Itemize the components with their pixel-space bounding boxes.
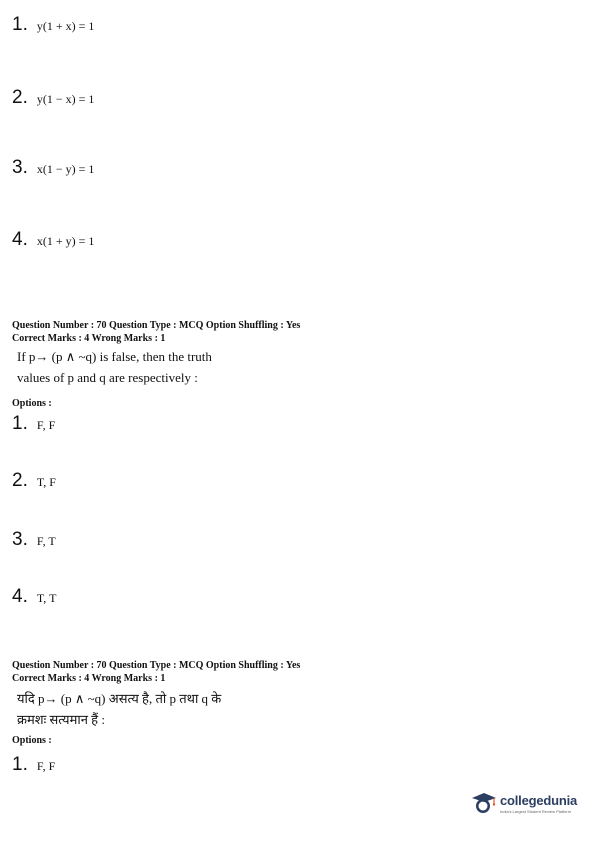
option-text: F, T (36, 534, 56, 548)
option-text: T, F (36, 475, 56, 489)
graduate-cap-icon (470, 792, 498, 814)
option-number: 1. (12, 413, 28, 434)
option-row (12, 754, 55, 776)
option-row (12, 87, 94, 109)
question-meta-line2: Correct Marks : 4 Wrong Marks : 1 (12, 333, 166, 344)
option-text: F, F (36, 418, 56, 432)
option-text: y(1 − x) = 1 (36, 92, 95, 106)
question-meta-line2: Correct Marks : 4 Wrong Marks : 1 (12, 673, 166, 684)
option-text: y(1 + x) = 1 (36, 19, 95, 33)
option-row (12, 229, 94, 251)
option-text: T, T (36, 591, 57, 605)
option-number: 4. (12, 586, 28, 607)
question-text-line1: If p→ (p ∧ ~q) is false, then the truth (17, 349, 212, 364)
option-number: 2. (12, 87, 28, 108)
options-label: Options : (12, 735, 52, 746)
option-text: x(1 − y) = 1 (36, 162, 95, 176)
question-text-line2: values of p and q are respectively : (17, 370, 198, 385)
options-label: Options : (12, 398, 52, 409)
question-meta-line1: Question Number : 70 Question Type : MCQ Option Shuffling : Yes (12, 320, 301, 331)
option-number: 2. (12, 470, 28, 491)
option-row (12, 157, 94, 179)
collegedunia-logo (470, 792, 577, 814)
option-number: 4. (12, 229, 28, 250)
option-number: 3. (12, 529, 28, 550)
question-meta-line1: Question Number : 70 Question Type : MCQ Option Shuffling : Yes (12, 660, 301, 671)
option-row (12, 529, 56, 551)
question-text (17, 688, 221, 730)
logo-tagline: India's Largest Student Review Platform (500, 808, 572, 814)
question-meta (12, 319, 300, 345)
option-row (12, 14, 94, 36)
logo-name: collegedunia (500, 792, 578, 808)
option-number: 3. (12, 157, 28, 178)
question-text-line1: यदि p→ (p ∧ ~q) असत्य है, तो p तथा q के (17, 691, 222, 706)
option-text: x(1 + y) = 1 (36, 234, 95, 248)
option-row (12, 413, 55, 435)
option-number: 1. (12, 754, 28, 775)
option-number: 1. (12, 14, 28, 35)
option-row (12, 586, 56, 608)
option-text: F, F (36, 759, 56, 773)
option-row (12, 470, 56, 492)
question-text (17, 346, 212, 388)
question-meta (12, 659, 300, 685)
question-text-line2: क्रमशः सत्यमान हैं : (17, 712, 105, 727)
